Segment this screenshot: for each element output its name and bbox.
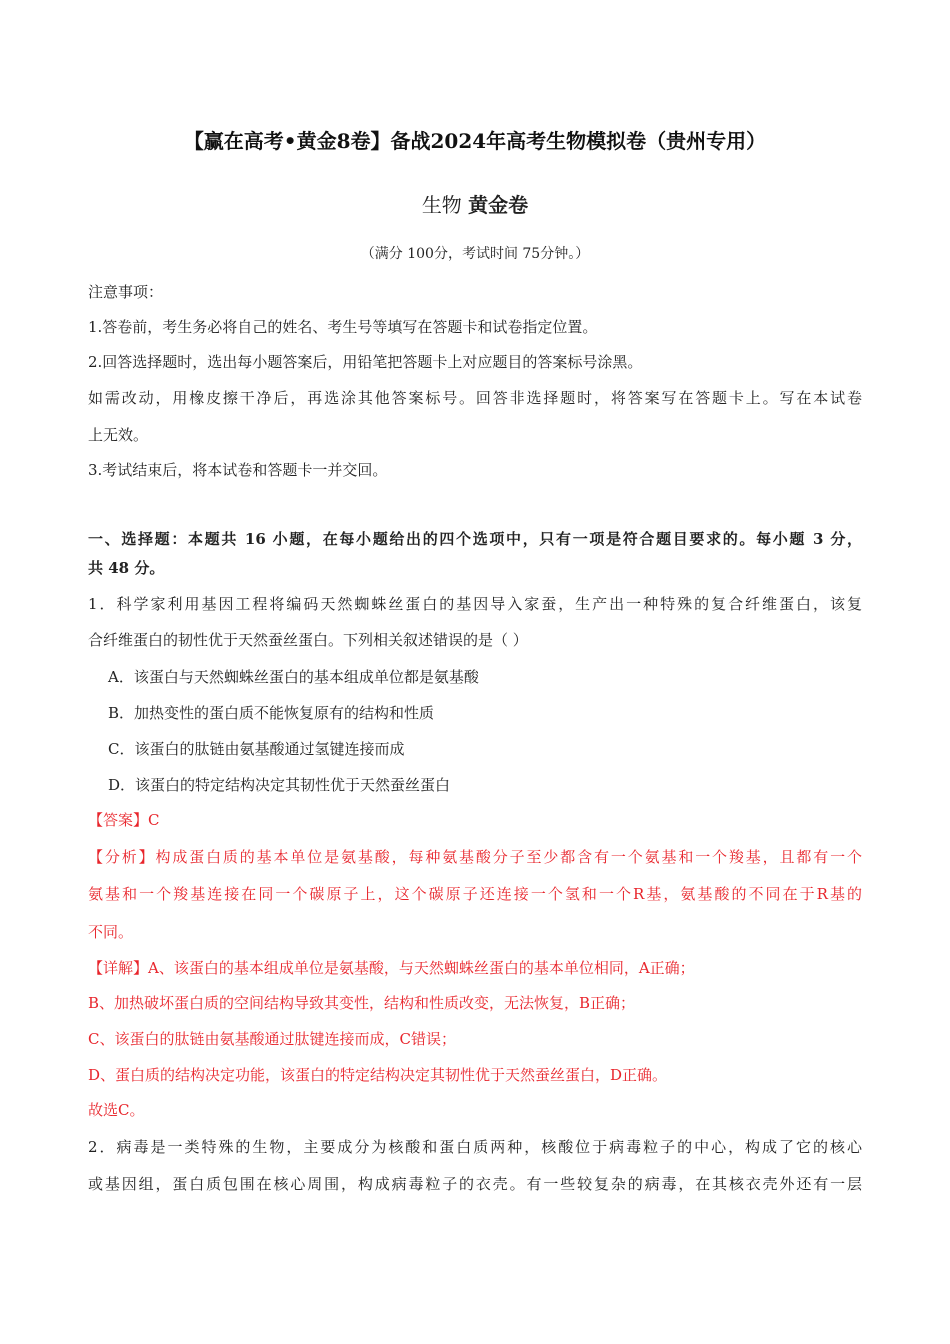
- question-2-stem-continued: 或基因组，蛋白质包围在核心周围，构成病毒粒子的衣壳。有一些较复杂的病毒，在其核衣壳外还有一层: [88, 1175, 862, 1193]
- question-1-stem-end: 合纤维蛋白的韧性优于天然蚕丝蛋白。下列相关叙述错误的是（ ）: [88, 631, 528, 649]
- question-1-detail-d: D、蛋白质的结构决定功能，该蛋白的特定结构决定其韧性优于天然蚕丝蛋白，D正确。: [88, 1066, 668, 1084]
- paper-type-label: 黄金卷: [468, 193, 529, 217]
- question-1-detail-b: B、加热破坏蛋白质的空间结构导致其变性，结构和性质改变，无法恢复，B正确；: [88, 994, 636, 1012]
- section-heading-end: 共 48 分。: [88, 559, 165, 577]
- question-1-conclusion: 故选C。: [88, 1101, 145, 1119]
- question-1-answer: 【答案】C: [88, 811, 160, 829]
- note-item-3: 3.考试结束后，将本试卷和答题卡一并交回。: [88, 461, 388, 479]
- paper-title: 【赢在高考•黄金8卷】备战2024年高考生物模拟卷（贵州专用）: [183, 129, 767, 153]
- note-item-1: 1.答卷前，考生务必将自己的姓名、考生号等填写在答题卡和试卷指定位置。: [88, 318, 598, 336]
- note-item-2: 2.回答选择题时，选出每小题答案后，用铅笔把答题卡上对应题目的答案标号涂黑。: [88, 353, 643, 371]
- note-item-2-continued: 如需改动，用橡皮擦干净后，再选涂其他答案标号。回答非选择题时，将答案写在答题卡上。写在本试卷: [88, 389, 862, 407]
- question-1-option-c: C．该蛋白的肽链由氨基酸通过氢键连接而成: [108, 740, 405, 758]
- notes-heading: 注意事项：: [88, 283, 164, 301]
- question-1-detail-c: C、该蛋白的肽链由氨基酸通过肽键连接而成，C错误；: [88, 1030, 456, 1048]
- question-1-analysis: 【分析】构成蛋白质的基本单位是氨基酸，每种氨基酸分子至少都含有一个氨基和一个羧基，且都有一个: [88, 848, 862, 866]
- question-1-stem: 1．科学家利用基因工程将编码天然蜘蛛丝蛋白的基因导入家蚕，生产出一种特殊的复合纤维蛋白，该复: [88, 595, 862, 613]
- exam-meta: （满分 100分，考试时间 75分钟。）: [360, 246, 590, 262]
- question-1-option-d: D．该蛋白的特定结构决定其韧性优于天然蚕丝蛋白: [108, 776, 451, 794]
- question-1-option-a: A．该蛋白与天然蜘蛛丝蛋白的基本组成单位都是氨基酸: [108, 668, 479, 686]
- question-1-analysis-continued: 氨基和一个羧基连接在同一个碳原子上，这个碳原子还连接一个氢和一个R基，氨基酸的不同在于R基的: [88, 885, 862, 903]
- subject-label: 生物: [421, 193, 462, 217]
- paper-subtitle: [0, 192, 950, 218]
- question-2-stem: 2．病毒是一类特殊的生物，主要成分为核酸和蛋白质两种，核酸位于病毒粒子的中心，构成了它的核心: [88, 1138, 862, 1156]
- question-1-option-b: B．加热变性的蛋白质不能恢复原有的结构和性质: [108, 704, 435, 722]
- question-1-analysis-end: 不同。: [88, 923, 134, 941]
- question-1-detail-a: 【详解】A、该蛋白的基本组成单位是氨基酸，与天然蜘蛛丝蛋白的基本单位相同，A正确；: [88, 959, 695, 977]
- note-item-2-continued-end: 上无效。: [88, 426, 149, 444]
- section-heading: 一、选择题：本题共 16 小题，在每小题给出的四个选项中，只有一项是符合题目要求的。每小题 3 分，: [88, 530, 862, 548]
